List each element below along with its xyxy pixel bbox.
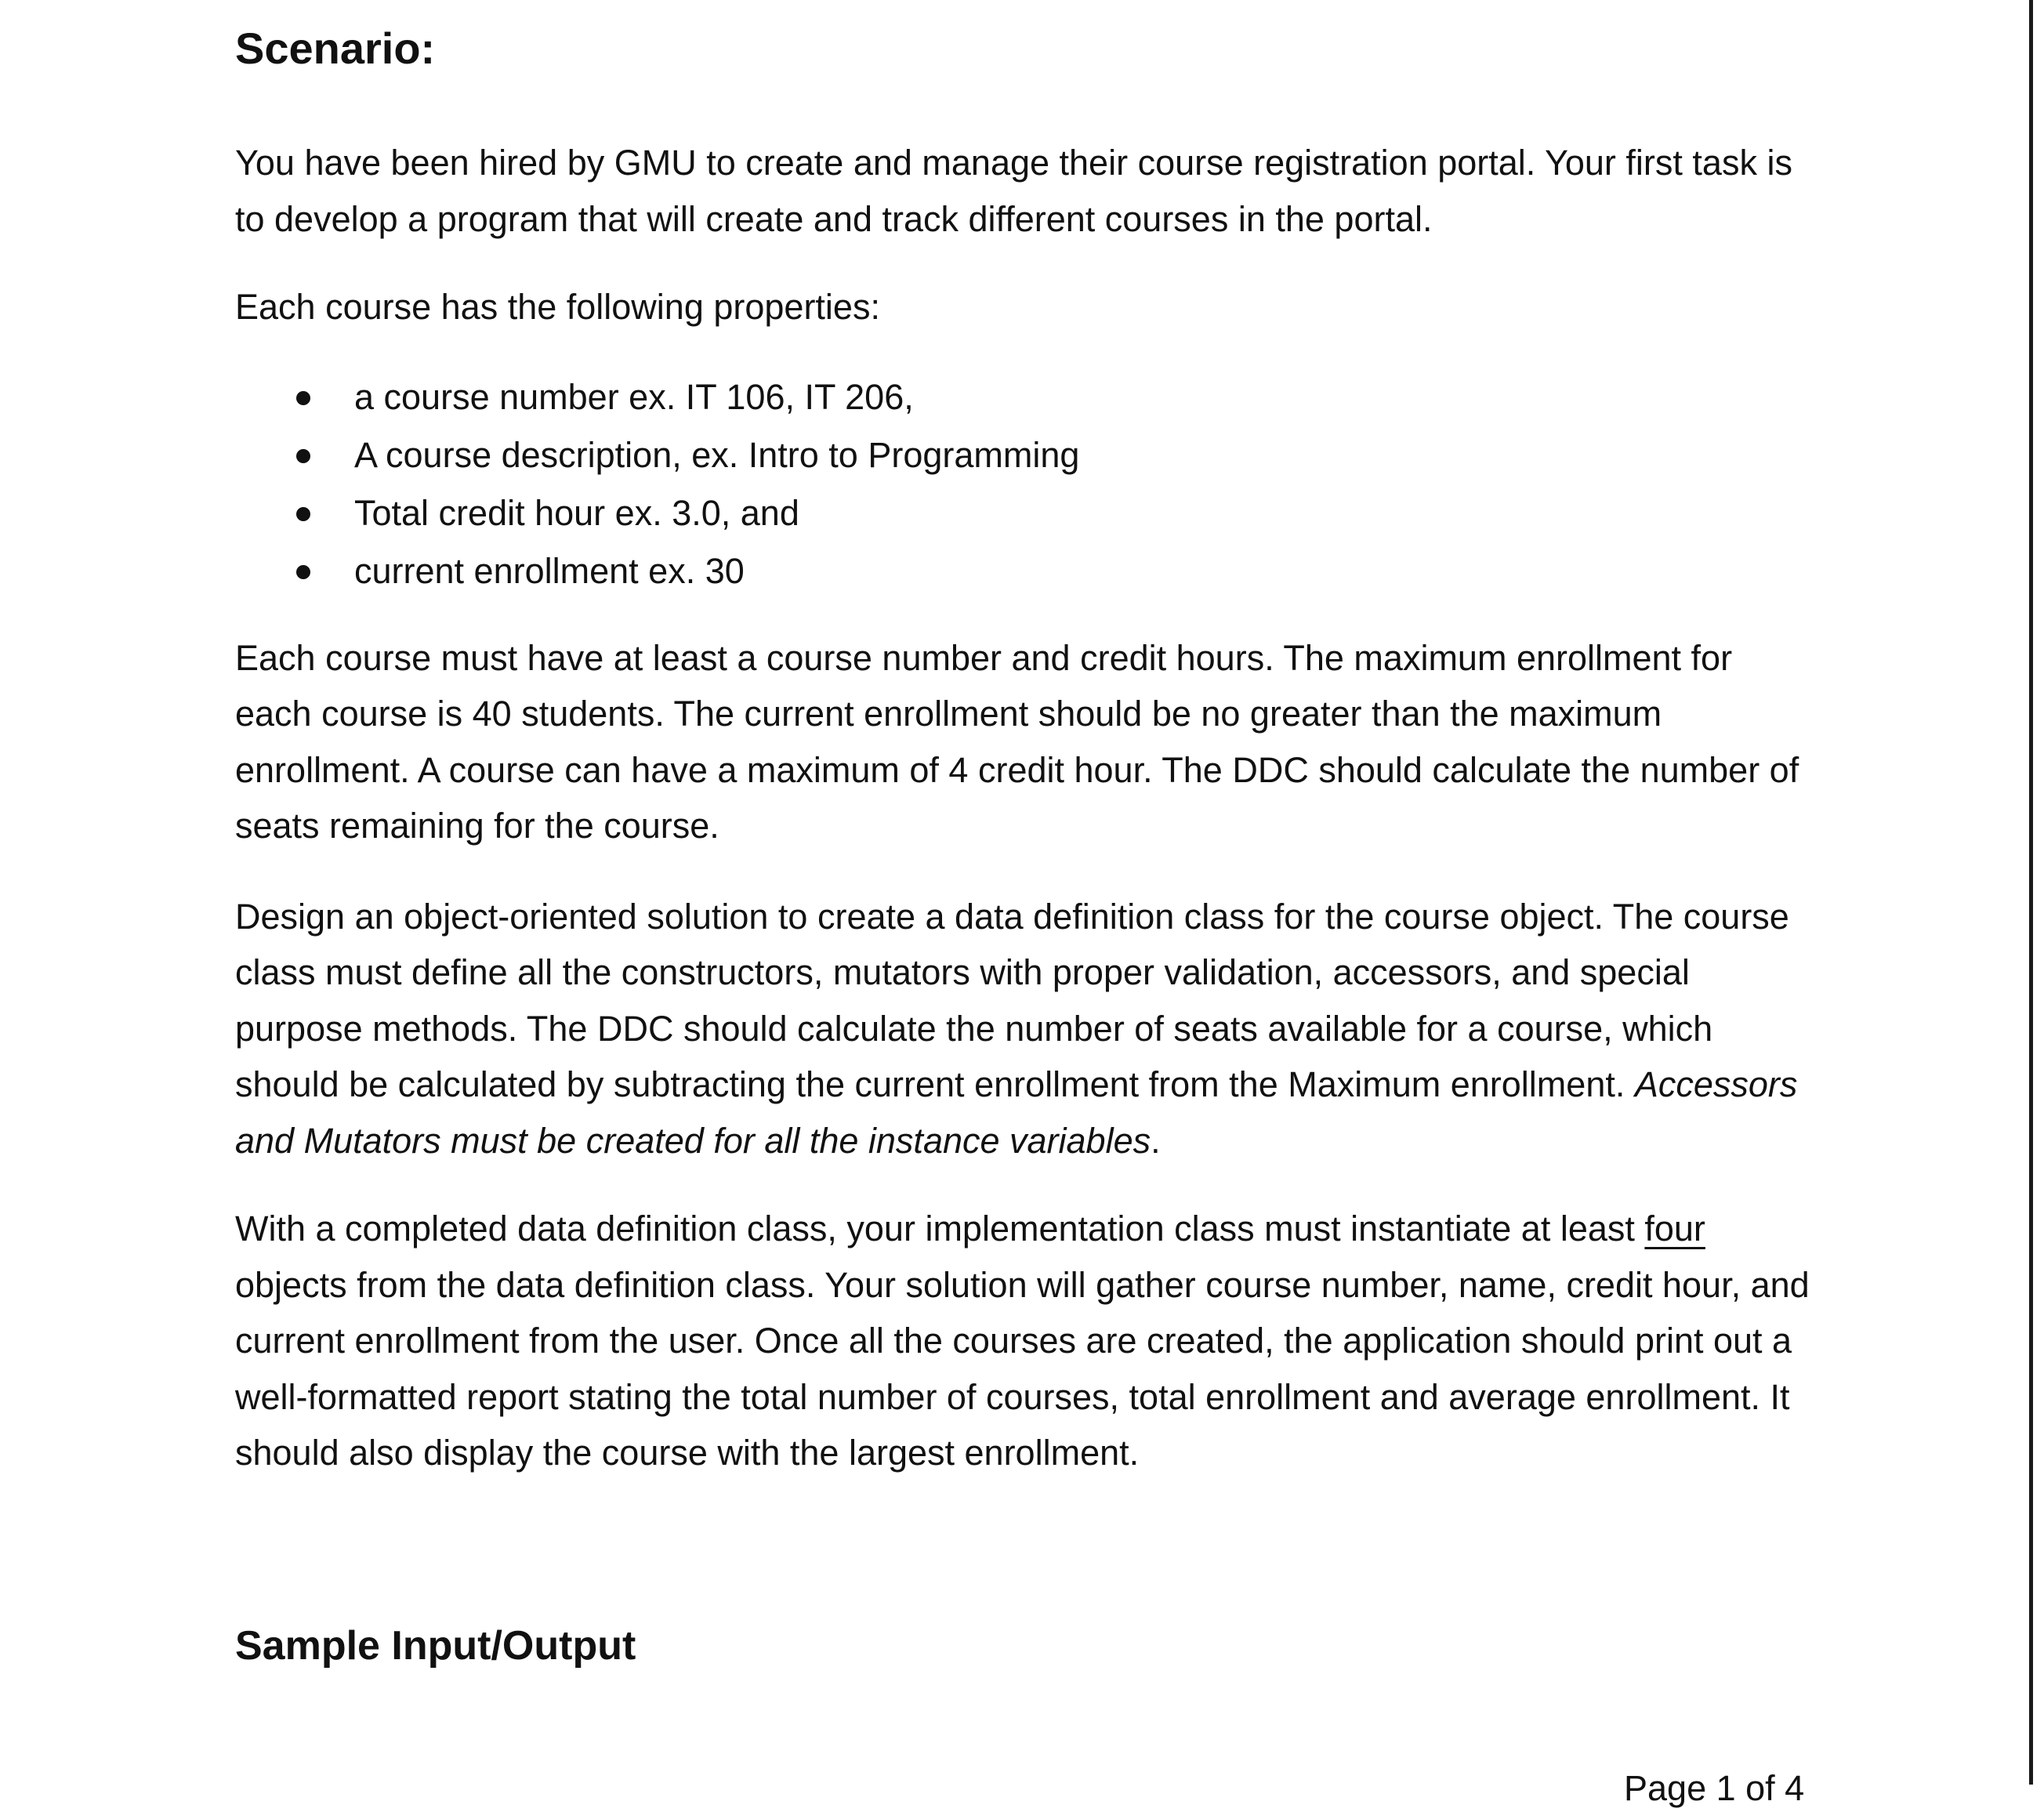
bullet-icon: [296, 565, 310, 579]
list-item: [235, 484, 1810, 542]
list-item-text: Total credit hour ex. 3.0, and: [354, 492, 799, 533]
list-item: [235, 368, 1810, 426]
page-number-footer: Page 1 of 4: [1624, 1768, 1805, 1808]
scenario-heading: Scenario:: [235, 24, 436, 73]
impl-underlined-text: four: [1644, 1209, 1705, 1248]
list-item: [235, 542, 1810, 600]
design-text: Design an object-oriented solution to create a data definition class for the course object. The course class must define all the constructors, mutators with proper validation, accessors, and special purpose methods. The DDC should calculate the number of seats available for a course, which should be calculated by subtracting the current enrollment from the Maximum enrollment.: [235, 896, 1789, 1104]
design-italic-text: Accessors and Mutators must be created for all the instance variables: [235, 1064, 1798, 1161]
document-body: [235, 17, 1810, 1677]
intro-paragraph: You have been hired by GMU to create and manage their course registration portal. Your first task is to develop a program that will create and track different courses in the portal.: [235, 143, 1792, 239]
list-item-text: A course description, ex. Intro to Programming: [354, 434, 1080, 475]
bullet-icon: [296, 507, 310, 521]
properties-intro-paragraph: Each course has the following properties:: [235, 287, 880, 327]
list-item-text: current enrollment ex. 30: [354, 550, 745, 591]
list-item-text: a course number ex. IT 106, IT 206,: [354, 376, 914, 417]
list-item: [235, 426, 1810, 484]
bullet-icon: [296, 391, 310, 405]
page-edge-border: [2029, 0, 2033, 1785]
properties-list: [235, 368, 1810, 600]
design-end-text: .: [1151, 1120, 1161, 1161]
design-paragraph: [235, 889, 1810, 1169]
constraints-paragraph: Each course must have at least a course number and credit hours. The maximum enrollment for each course is 40 students. The current enrollment should be no greater than the maximum enrollment. A course can have a maximum of 4 credit hour. The DDC should calculate the number of seats remaining for the course.: [235, 637, 1799, 846]
implementation-paragraph: [235, 1201, 1810, 1481]
bullet-icon: [296, 449, 310, 463]
sample-io-heading: Sample Input/Output: [235, 1622, 636, 1669]
impl-text-after: objects from the data definition class. Your solution will gather course number, name, credit hour, and current enrollment from the user. Once all the courses are created, the application should print out a well-formatted report stating the total number of courses, total enrollment and average enrollment. It should also display the course with the largest enrollment.: [235, 1264, 1810, 1473]
impl-text-before: With a completed data definition class, your implementation class must instantiate at least: [235, 1209, 1645, 1248]
